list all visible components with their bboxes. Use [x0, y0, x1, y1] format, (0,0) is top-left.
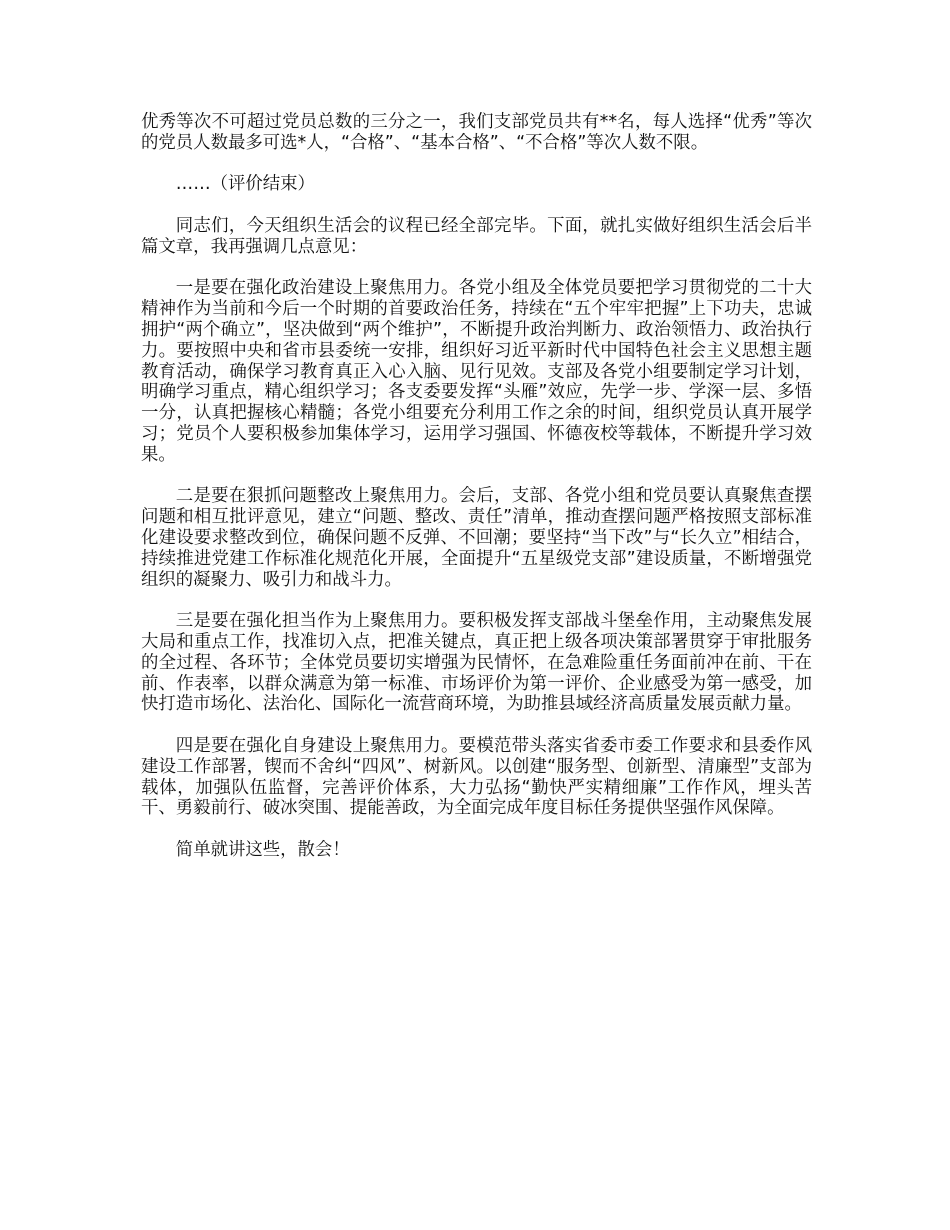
document-body: [141, 112, 812, 881]
paragraph-point-two: 二是要在狠抓问题整改上聚焦用力。会后，支部、各党小组和党员要认真聚焦查摆问题和相互批评意见，建立“问题、整改、责任”清单，推动查摆问题严格按照支部标准化建设要求整改到位，确保问题不反弹、不回潮；要坚持“当下改”与“长久立”相结合，持续推进党建工作标准化规范化开展，全面提升“五星级党支部”建设质量，不断增强党组织的凝聚力、吸引力和战斗力。: [141, 486, 812, 590]
paragraph-continuation: 优秀等次不可超过党员总数的三分之一，我们支部党员共有**名，每人选择“优秀”等次的党员人数最多可选*人，“合格”、“基本合格”、“不合格”等次人数不限。: [141, 112, 812, 153]
paragraph-evaluation-end: ……（评价结束）: [175, 174, 315, 195]
paragraph-point-one: 一是要在强化政治建设上聚焦用力。各党小组及全体党员要把学习贯彻党的二十大精神作为当前和今后一个时期的首要政治任务，持续在“五个牢牢把握”上下功夫，忠诚拥护“两个确立”，坚决做到“两个维护”，不断提升政治判断力、政治领悟力、政治执行力。要按照中央和省市县委统一安排，组织好习近平新时代中国特色社会主义思想主题教育活动，确保学习教育真正入心入脑、见行见效。支部及各党小组要制定学习计划，明确学习重点，精心组织学习；各支委要发挥“头雁”效应，先学一步、学深一层、多悟一分，认真把握核心精髓；各党小组要充分利用工作之余的时间，组织党员认真开展学习；党员个人要积极参加集体学习，运用学习强国、怀德夜校等载体，不断提升学习效果。: [141, 278, 812, 465]
paragraph-transition: 同志们，今天组织生活会的议程已经全部完毕。下面，就扎实做好组织生活会后半篇文章，我再强调几点意见：: [141, 215, 812, 257]
paragraph-point-three: 三是要在强化担当作为上聚焦用力。要积极发挥支部战斗堡垒作用，主动聚焦发展大局和重点工作，找准切入点，把准关键点，真正把上级各项决策部署贯穿于审批服务的全过程、各环节；全体党员要切实增强为民情怀，在急难险重任务面前冲在前、干在前、作表率，以群众满意为第一标准、市场评价为第一评价、企业感受为第一感受，加快打造市场化、法治化、国际化一流营商环境，为助推县域经济高质量发展贡献力量。: [141, 611, 812, 715]
paragraph-closing: 简单就讲这些，散会！: [175, 839, 350, 860]
paragraph-point-four: 四是要在强化自身建设上聚焦用力。要模范带头落实省委市委工作要求和县委作风建设工作部署，锲而不舍纠“四风”、树新风。以创建“服务型、创新型、清廉型”支部为载体，加强队伍监督，完善评价体系，大力弘扬“勤快严实精细廉”工作作风，埋头苦干、勇毅前行、破冰突围、提能善政，为全面完成年度目标任务提供坚强作风保障。: [141, 735, 812, 819]
